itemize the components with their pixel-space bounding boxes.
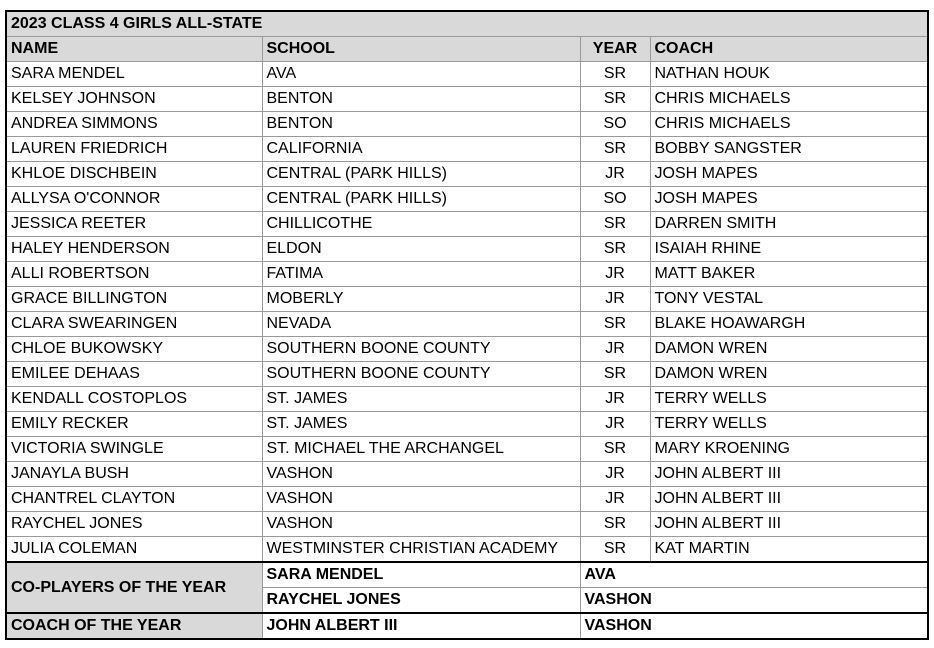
player-coach: KAT MARTIN: [650, 537, 928, 563]
player-school: VASHON: [262, 462, 580, 487]
player-school: ST. JAMES: [262, 387, 580, 412]
player-school: CENTRAL (PARK HILLS): [262, 187, 580, 212]
player-name: JESSICA REETER: [6, 212, 262, 237]
player-school: ELDON: [262, 237, 580, 262]
player-year: JR: [580, 262, 650, 287]
player-name: CHANTREL CLAYTON: [6, 487, 262, 512]
player-coach: ISAIAH RHINE: [650, 237, 928, 262]
player-name: ALLYSA O'CONNOR: [6, 187, 262, 212]
player-school: SOUTHERN BOONE COUNTY: [262, 337, 580, 362]
player-row: [6, 212, 928, 237]
header-year: YEAR: [580, 37, 650, 62]
player-row: [6, 112, 928, 137]
player-coach: MATT BAKER: [650, 262, 928, 287]
player-year: JR: [580, 462, 650, 487]
player-row: [6, 537, 928, 563]
player-name: VICTORIA SWINGLE: [6, 437, 262, 462]
player-coach: BOBBY SANGSTER: [650, 137, 928, 162]
player-school: WESTMINSTER CHRISTIAN ACADEMY: [262, 537, 580, 563]
player-year: JR: [580, 487, 650, 512]
player-year: SR: [580, 437, 650, 462]
player-row: [6, 462, 928, 487]
player-coach: DAMON WREN: [650, 362, 928, 387]
all-state-sheet: [5, 10, 927, 640]
player-coach: JOHN ALBERT III: [650, 512, 928, 537]
player-school: ST. JAMES: [262, 412, 580, 437]
player-year: SR: [580, 537, 650, 563]
player-name: KELSEY JOHNSON: [6, 87, 262, 112]
player-name: CHLOE BUKOWSKY: [6, 337, 262, 362]
player-school: NEVADA: [262, 312, 580, 337]
player-year: SR: [580, 62, 650, 87]
player-row: [6, 187, 928, 212]
player-coach: JOHN ALBERT III: [650, 487, 928, 512]
co-players-row-1: [6, 562, 928, 588]
player-coach: JOSH MAPES: [650, 187, 928, 212]
co-player-name: SARA MENDEL: [262, 562, 580, 588]
player-name: SARA MENDEL: [6, 62, 262, 87]
player-name: EMILEE DEHAAS: [6, 362, 262, 387]
player-year: SR: [580, 87, 650, 112]
player-school: VASHON: [262, 512, 580, 537]
coach-of-year-row: [6, 613, 928, 639]
player-row: [6, 437, 928, 462]
player-name: JULIA COLEMAN: [6, 537, 262, 563]
co-player-school: VASHON: [580, 588, 928, 614]
all-state-table: [5, 10, 929, 640]
player-school: VASHON: [262, 487, 580, 512]
player-coach: JOHN ALBERT III: [650, 462, 928, 487]
player-row: [6, 312, 928, 337]
co-player-school: AVA: [580, 562, 928, 588]
player-coach: DAMON WREN: [650, 337, 928, 362]
player-row: [6, 287, 928, 312]
player-row: [6, 87, 928, 112]
player-row: [6, 387, 928, 412]
player-year: SR: [580, 362, 650, 387]
player-coach: CHRIS MICHAELS: [650, 87, 928, 112]
player-school: CENTRAL (PARK HILLS): [262, 162, 580, 187]
player-name: RAYCHEL JONES: [6, 512, 262, 537]
title-row: [6, 11, 928, 37]
player-year: JR: [580, 337, 650, 362]
player-row: [6, 362, 928, 387]
player-coach: JOSH MAPES: [650, 162, 928, 187]
player-row: [6, 137, 928, 162]
player-school: BENTON: [262, 112, 580, 137]
player-coach: TERRY WELLS: [650, 412, 928, 437]
coach-of-year-name: JOHN ALBERT III: [262, 613, 580, 639]
header-coach: COACH: [650, 37, 928, 62]
player-school: CALIFORNIA: [262, 137, 580, 162]
player-name: CLARA SWEARINGEN: [6, 312, 262, 337]
player-school: MOBERLY: [262, 287, 580, 312]
player-name: KHLOE DISCHBEIN: [6, 162, 262, 187]
header-row: [6, 37, 928, 62]
player-row: [6, 487, 928, 512]
player-name: KENDALL COSTOPLOS: [6, 387, 262, 412]
player-coach: BLAKE HOAWARGH: [650, 312, 928, 337]
player-row: [6, 162, 928, 187]
player-row: [6, 262, 928, 287]
player-school: BENTON: [262, 87, 580, 112]
co-player-name: RAYCHEL JONES: [262, 588, 580, 614]
co-players-label: CO-PLAYERS OF THE YEAR: [6, 562, 262, 613]
player-year: JR: [580, 412, 650, 437]
player-school: ST. MICHAEL THE ARCHANGEL: [262, 437, 580, 462]
player-year: JR: [580, 162, 650, 187]
player-year: JR: [580, 287, 650, 312]
player-year: SR: [580, 212, 650, 237]
player-school: SOUTHERN BOONE COUNTY: [262, 362, 580, 387]
sheet-title: 2023 CLASS 4 GIRLS ALL-STATE: [6, 11, 928, 37]
player-coach: TONY VESTAL: [650, 287, 928, 312]
player-year: SR: [580, 137, 650, 162]
player-row: [6, 337, 928, 362]
player-name: LAUREN FRIEDRICH: [6, 137, 262, 162]
player-year: SR: [580, 237, 650, 262]
player-coach: MARY KROENING: [650, 437, 928, 462]
header-name: NAME: [6, 37, 262, 62]
player-year: SO: [580, 187, 650, 212]
coach-of-year-school: VASHON: [580, 613, 928, 639]
player-year: SR: [580, 312, 650, 337]
coach-of-year-label: COACH OF THE YEAR: [6, 613, 262, 639]
player-row: [6, 512, 928, 537]
player-coach: NATHAN HOUK: [650, 62, 928, 87]
player-year: SR: [580, 512, 650, 537]
player-year: JR: [580, 387, 650, 412]
player-row: [6, 237, 928, 262]
player-school: FATIMA: [262, 262, 580, 287]
player-name: EMILY RECKER: [6, 412, 262, 437]
player-name: ALLI ROBERTSON: [6, 262, 262, 287]
player-coach: DARREN SMITH: [650, 212, 928, 237]
player-school: CHILLICOTHE: [262, 212, 580, 237]
player-row: [6, 412, 928, 437]
player-coach: CHRIS MICHAELS: [650, 112, 928, 137]
player-coach: TERRY WELLS: [650, 387, 928, 412]
player-name: GRACE BILLINGTON: [6, 287, 262, 312]
player-row: [6, 62, 928, 87]
player-year: SO: [580, 112, 650, 137]
player-name: HALEY HENDERSON: [6, 237, 262, 262]
player-name: ANDREA SIMMONS: [6, 112, 262, 137]
header-school: SCHOOL: [262, 37, 580, 62]
player-school: AVA: [262, 62, 580, 87]
player-name: JANAYLA BUSH: [6, 462, 262, 487]
